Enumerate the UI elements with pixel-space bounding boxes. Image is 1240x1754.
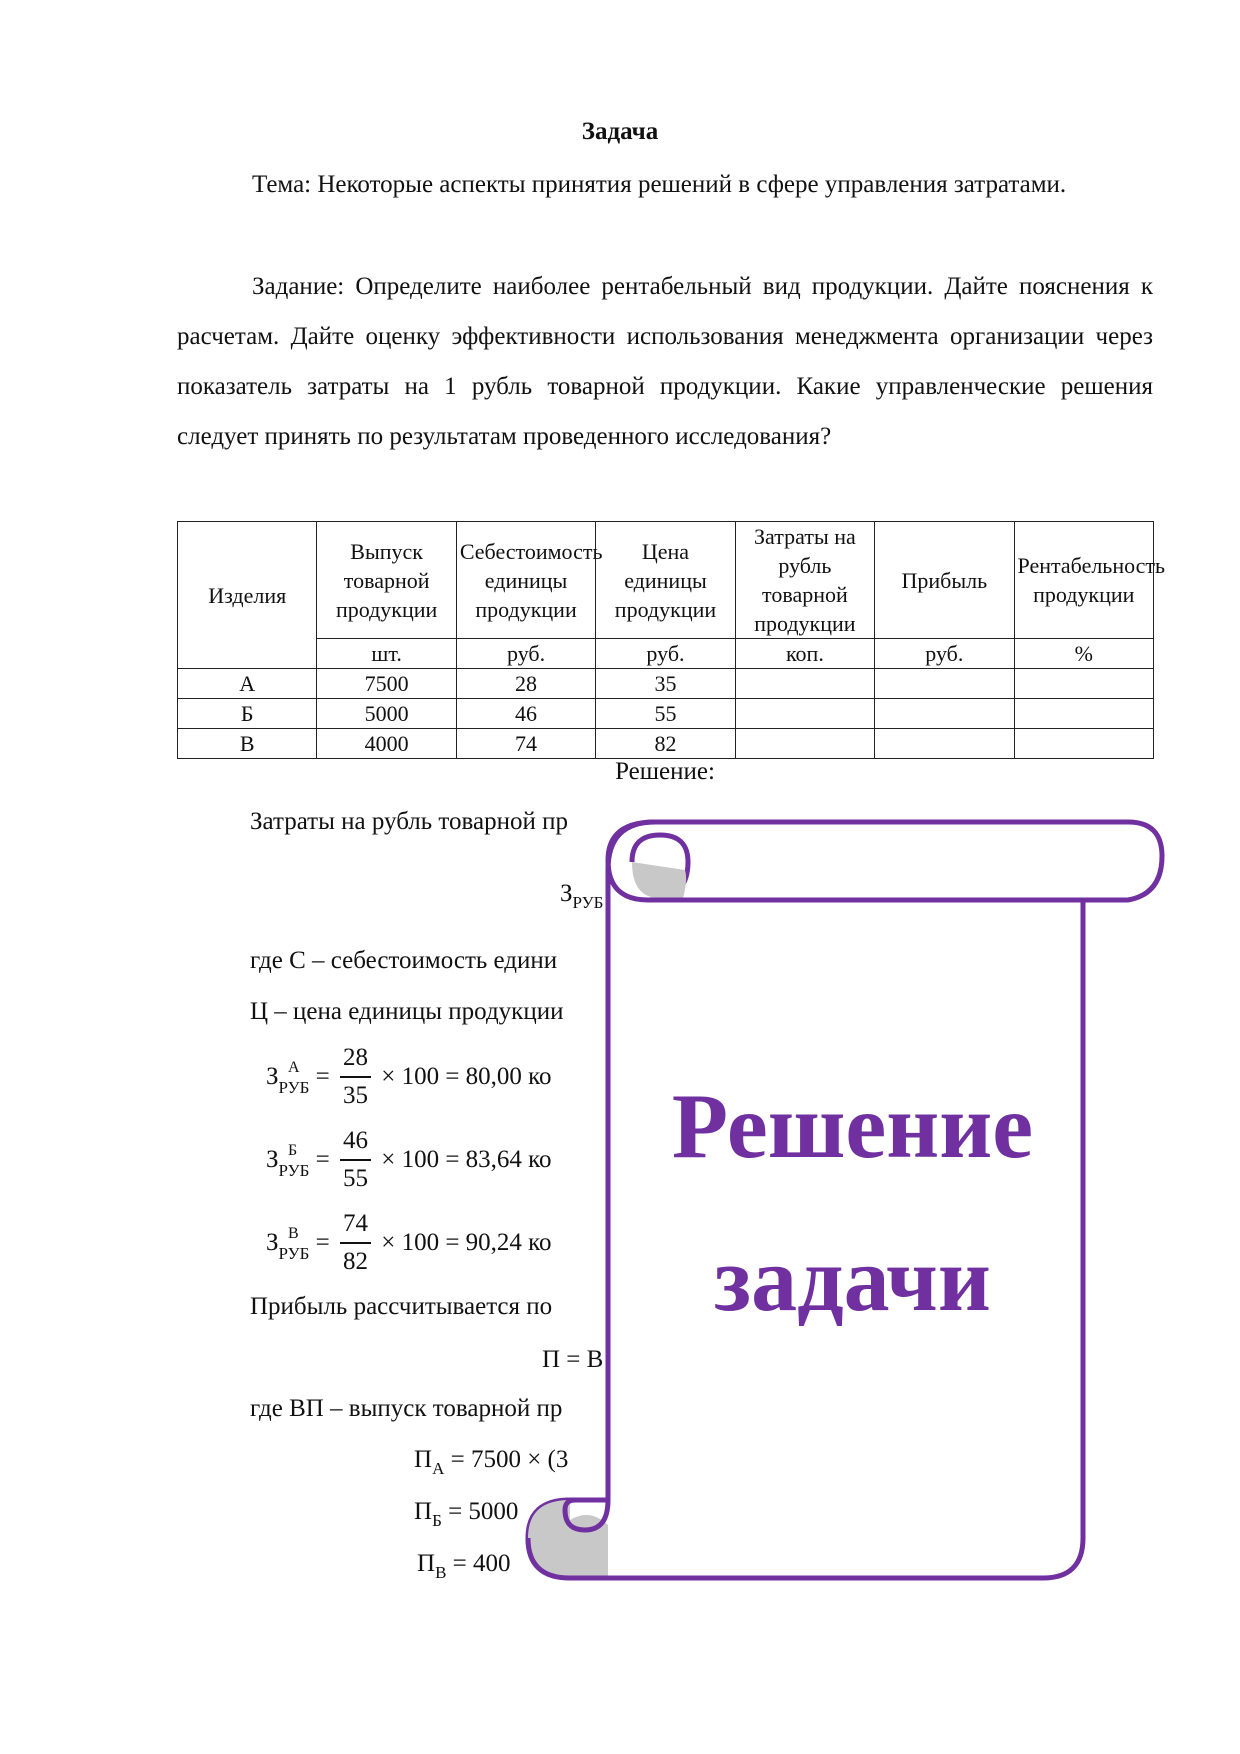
solution-intro: Затраты на рубль товарной пр — [250, 808, 568, 835]
profit-intro: Прибыль рассчитывается по — [250, 1293, 553, 1320]
profit-subscript: А — [432, 1459, 445, 1478]
cell: 7500 — [317, 669, 456, 699]
formula-symbol: З — [560, 880, 573, 907]
calc-symbol: З — [266, 1146, 279, 1173]
where-c-line: где С – себестоимость едини — [250, 947, 558, 974]
calc-symbol: З — [266, 1229, 279, 1256]
calc-line-c: $З_{РУБ}$ В = $\frac{74}{82}$ × 100 = 90,24 ко — [266, 1206, 552, 1280]
calc-rest: × 100 = 80,00 ко — [381, 1063, 552, 1090]
cell: 82 — [596, 729, 735, 759]
cell: Б — [178, 699, 317, 729]
header-products: Изделия — [178, 522, 317, 669]
where-vp-line: где ВП – выпуск товарной пр — [250, 1395, 563, 1422]
overlay-title-line2: задачи — [714, 1228, 991, 1330]
cell: А — [178, 669, 317, 699]
unit-cell: шт. — [317, 639, 456, 669]
calc-superscript: А — [288, 1059, 300, 1076]
calc-line-b: $З_{РУБ}$ Б = $\frac{46}{55}$ × 100 = 83,64 ко — [266, 1123, 552, 1197]
cell: 46 — [456, 699, 595, 729]
numerator: 28 — [340, 1040, 371, 1078]
calc-symbol: З — [266, 1063, 279, 1090]
where-p-line: Ц – цена единицы продукции — [250, 998, 564, 1025]
profit-text: = 5000 — [448, 1498, 519, 1525]
header-cost-per-ruble: Затраты на рубль товарной продукции — [735, 522, 874, 639]
cell: 35 — [596, 669, 735, 699]
header-output: Выпуск товарной продукции — [317, 522, 456, 639]
scroll-body — [528, 822, 1162, 1578]
profit-line-a: $П_А = 7500 \times (3$ — [414, 1446, 569, 1478]
profit-text: = 400 — [452, 1550, 511, 1577]
unit-cell: коп. — [735, 639, 874, 669]
profit-line-b: $П_Б = 5000$ — [414, 1498, 519, 1530]
denominator: 55 — [342, 1165, 368, 1192]
calc-rest: × 100 = 90,24 ко — [381, 1229, 552, 1256]
calc-superscript: В — [288, 1225, 299, 1242]
calc-rest: × 100 = 83,64 ко — [381, 1146, 552, 1173]
unit-cell: руб. — [875, 639, 1014, 669]
denominator: 35 — [342, 1082, 368, 1109]
cell: 74 — [456, 729, 595, 759]
header-profit: Прибыль — [875, 522, 1014, 639]
unit-cell: руб. — [456, 639, 595, 669]
calc-subscript: РУБ — [278, 1078, 310, 1097]
header-price: Цена единицы продукции — [596, 522, 735, 639]
profit-formula: П = В — [542, 1346, 604, 1373]
topic-paragraph: Тема: Некоторые аспекты принятия решений в сфере управления затратами. — [252, 171, 1067, 198]
numerator: 46 — [340, 1123, 371, 1161]
cell: В — [178, 729, 317, 759]
task-paragraph: Задание: Определите наиболее рентабельный вид продукции. Дайте пояснения к расчетам. Дайте оценку эффективности использования менеджмента организации через показатель затраты на 1 рубль товарной продукции. Какие управленческие решения следует принять по результатам проведенного исследования? — [177, 273, 1153, 450]
formula-subscript: РУБ — [572, 893, 604, 912]
profit-subscript: В — [435, 1563, 447, 1582]
header-profitability: Рентабельность продукции — [1014, 522, 1153, 639]
denominator: 82 — [342, 1248, 368, 1275]
profit-subscript: Б — [432, 1511, 442, 1530]
overlay-title-line1: Решение — [671, 1075, 1034, 1177]
header-cost: Себестоимость единицы продукции — [456, 522, 595, 639]
cell: 4000 — [317, 729, 456, 759]
unit-cell: руб. — [596, 639, 735, 669]
document-title: Задача — [581, 118, 659, 145]
cell: 28 — [456, 669, 595, 699]
calc-subscript: РУБ — [278, 1244, 310, 1263]
unit-cell: % — [1014, 639, 1153, 669]
calc-superscript: Б — [288, 1142, 298, 1159]
cell: 55 — [596, 699, 735, 729]
profit-line-c: $П_В = 400$ — [417, 1550, 511, 1582]
calc-subscript: РУБ — [278, 1161, 310, 1180]
calc-line-a: $З_{РУБ}$ А = $\frac{28}{35}$ × 100 = 80,00 ко — [266, 1040, 552, 1114]
cell: 5000 — [317, 699, 456, 729]
numerator: 74 — [340, 1206, 371, 1244]
profit-text: = 7500 × (3 — [450, 1446, 569, 1473]
solution-heading: Решение: — [615, 758, 715, 785]
